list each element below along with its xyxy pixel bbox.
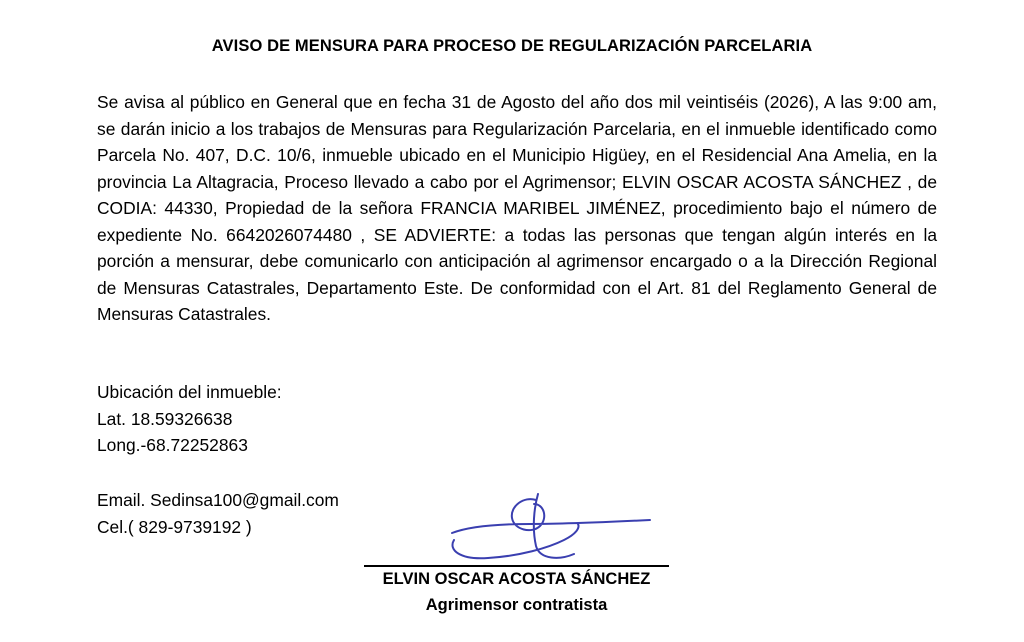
- signature-line: [364, 565, 669, 567]
- longitude: Long.-68.72252863: [97, 435, 248, 455]
- contact-block: [97, 487, 339, 540]
- document-title: AVISO DE MENSURA PARA PROCESO DE REGULARIZACIÓN PARCELARIA: [211, 37, 813, 55]
- notice-body: Se avisa al público en General que en fecha 31 de Agosto del año dos mil veintiséis (2026), A las 9:00 am, se darán inicio a los trabajos de Mensuras para Regularización Parcelaria, en el inmueble identificado como Parcela No. 407, D.C. 10/6, inmueble ubicado en el Municipio Higüey, en el Residencial Ana Amelia, en la provincia La Altagracia, Proceso llevado a cabo por el Agrimensor; ELVIN OSCAR ACOSTA SÁNCHEZ , de CODIA: 44330, Propiedad de la señora FRANCIA MARIBEL JIMÉNEZ, procedimiento bajo el número de expediente No. 6642026074480 , SE ADVIERTE: a todas las personas que tengan algún interés en la porción a mensurar, debe comunicarlo con anticipación al agrimensor encargado o a la Dirección Regional de Mensuras Catastrales, Departamento Este. De conformidad con el Art. 81 del Reglamento General de Mensuras Catastrales.: [97, 92, 937, 324]
- signer-name: ELVIN OSCAR ACOSTA SÁNCHEZ: [382, 570, 651, 588]
- location-heading: Ubicación del inmueble:: [97, 382, 282, 402]
- contact-phone: Cel.( 829-9739192 ): [97, 516, 252, 537]
- handwritten-signature: [440, 488, 660, 568]
- contact-email: Email. Sedinsa100@gmail.com: [97, 490, 339, 510]
- signature-stroke: [452, 494, 650, 558]
- signer-role: Agrimensor contratista: [425, 596, 608, 614]
- location-block: [97, 379, 282, 459]
- latitude: Lat. 18.59326638: [97, 408, 233, 429]
